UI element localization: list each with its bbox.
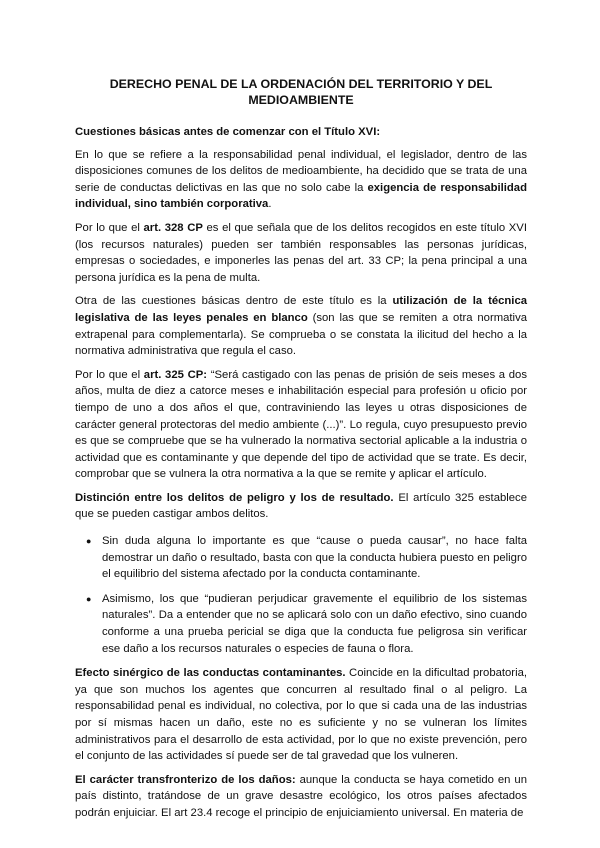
text: Por lo que el [75, 368, 144, 381]
text: Otra de las cuestiones básicas dentro de este título es la [75, 295, 393, 308]
text: En lo que se refiere a la responsabilidad penal individual, el legislador, dentro de las disposiciones comunes de los delitos de medioambiente, ha decidido que se trata de una serie de conductas delictivas en las que no solo cabe la [75, 148, 527, 194]
bullet-icon: ● [86, 536, 92, 547]
bold-text: El carácter transfronterizo de los daños: [75, 773, 296, 786]
paragraph-efecto-sinergico [75, 665, 527, 765]
paragraph-art-328 [75, 220, 527, 286]
bold-text: exigencia de responsabilidad individual, sino también corporativa [75, 181, 527, 211]
text: . [268, 198, 272, 211]
list-item [86, 591, 527, 657]
bold-text: art. 325 CP: [143, 368, 208, 381]
list-item-text: Sin duda alguna lo importante es que “cause o pueda causar”, no hace falta demostrar un daño o resultado, basta con que la conducta hubiera puesto en peligro el equilibrio del sistema afectado por la conducta contaminante. [102, 535, 527, 581]
bold-text: Distinción entre los delitos de peligro y los de resultado. [75, 491, 394, 504]
document-title: DERECHO PENAL DE LA ORDENACIÓN DEL TERRITORIO Y DEL MEDIOAMBIENTE [109, 77, 493, 107]
paragraph-responsabilidad [75, 147, 527, 213]
text: Coincide en la dificultad probatoria, ya que son muchos los agentes que concurren al resultado final o al peligro. La responsabilidad penal es individual, no colectiva, por lo que si cada una de las industrias por sí mismas hacen un daño, este no es suficiente y no se vulneran los límites administrativos para el desarrollo de esta actividad, por lo que no existe prevención, pero el conjunto de las actividades sí puede ser de tal gravedad que los vulneren. [75, 667, 528, 763]
paragraph-transfronterizo [75, 772, 527, 822]
bold-text: utilización de la técnica legislativa de las leyes penales en blanco [75, 295, 528, 324]
list-item [86, 533, 527, 583]
text: “Será castigado con las penas de prisión de seis meses a dos años, multa de diez a catorce meses e inhabilitación especial para profesión u oficio por tiempo de uno a dos años el que, contraviniendo las leyes u otras disposiciones de carácter general protectoras del medio ambiente (...)”. Lo regula, cuyo presupuesto previo es que se compruebe que se ha vulnerado la normativa sectorial aplicable a la industria o actividad que es contaminante y que depende del tipo de actividad que se trate. Es decir, comprobar que se vulnera la otra normativa a la que se remite y aplicar el artículo. [75, 368, 527, 481]
bold-text: Efecto sinérgico de las conductas contaminantes. [75, 667, 346, 680]
text: es el que señala que de los delitos recogidos en este título XVI (los recursos naturales) pueden ser también responsables las personas jurídicas, empresas o sociedades, e imponerles las penas del art. 33 CP; la pena principal a una persona jurídica es la pena de multa. [75, 221, 527, 284]
paragraph-leyes-blanco [75, 293, 527, 359]
list-item-text: Asimismo, los que “pudieran perjudicar gravemente el equilibrio de los sistemas naturales”. Da a entender que no se aplicará solo con un daño efectivo, sino cuando conforme a una prueba pericial se diga que la conducta fue peligrosa sin verificar ese daño a los recursos naturales o especies de fauna o flora. [102, 592, 527, 655]
paragraph-distincion [75, 490, 527, 523]
text: El artículo 325 establece que se pueden castigar ambos delitos. [75, 491, 527, 521]
text: (son las que se remiten a otra normativa extrapenal para complementarla). Se comprueba o se constata la ilicitud del hecho a la normativa administrativa que regula el caso. [75, 311, 527, 358]
text: aunque la conducta se haya cometido en un país distinto, tratándose de un grave desastre ecológico, los otros países afectados podrán enjuiciar. El art 23.4 recoge el principio de enjuiciamiento universal. En materia de [75, 773, 527, 819]
text: Por lo que el [75, 221, 144, 234]
document-page [75, 76, 527, 829]
bullet-list [75, 533, 527, 657]
section-heading: Cuestiones básicas antes de comenzar con el Título XVI: [75, 126, 381, 138]
paragraph-art-325 [75, 367, 527, 483]
bold-text: art. 328 CP [143, 221, 203, 234]
bullet-icon: ● [86, 593, 92, 604]
